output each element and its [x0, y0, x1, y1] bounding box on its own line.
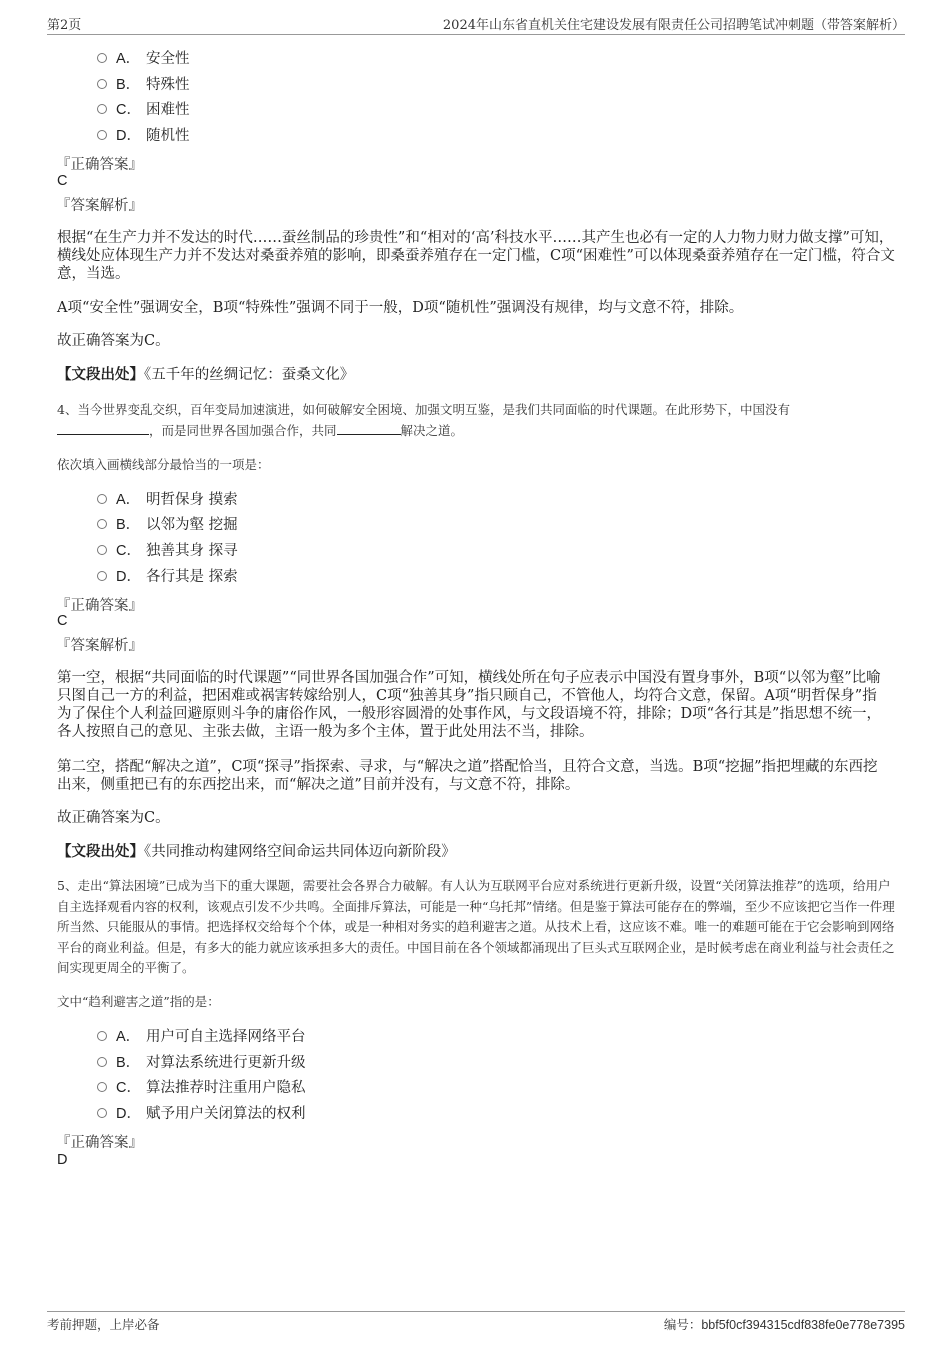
q3-option-a[interactable]: A． 安全性	[97, 49, 190, 69]
radio-icon[interactable]	[97, 130, 107, 140]
q4-blank-2	[337, 422, 401, 435]
radio-icon[interactable]	[97, 1031, 107, 1041]
q5-answer-label: 『正确答案』	[56, 1135, 143, 1151]
q3-option-c[interactable]: C． 困难性	[97, 100, 190, 120]
q3-answer-label: 『正确答案』	[56, 157, 143, 173]
q4-analysis-para-1: 第一空，根据“共同面临的时代课题”“同世界各国加强合作”可知，横线处所在句子应表示中国没有置身事外，B项“以邻为壑”比喻只图自己一方的利益，把困难或祸害转嫁给别人，C项“独善其身”指只顾自己，不管他人，均符合文意，保留。A项“明哲保身”指为了保住个人利益回避原则斗争的庸俗作风，一般形容圆滑的处事作风，与文段语境不符，排除；D项“各行其是”指思想不统一，各人按照自己的意见、主张去做，主语一般为多个主体，置于此处用法不当，排除。	[57, 670, 881, 740]
q5-option-d[interactable]: D． 赋予用户关闭算法的权利	[97, 1104, 306, 1124]
q4-answer-label: 『正确答案』	[56, 598, 143, 614]
q4-option-a[interactable]: A． 明哲保身 摸索	[97, 490, 238, 510]
radio-icon[interactable]	[97, 1057, 107, 1067]
radio-icon[interactable]	[97, 53, 107, 63]
radio-icon[interactable]	[97, 494, 107, 504]
document-code: 编号：bbf5f0cf394315cdf838fe0e778e7395	[663, 1317, 905, 1332]
q3-analysis-para-3: 故正确答案为C。	[57, 333, 170, 349]
q4-answer: C	[57, 613, 68, 629]
q3-analysis-para-2: A项“安全性”强调安全，B项“特殊性”强调不同于一般，D项“随机性”强调没有规律，均与文意不符，排除。	[57, 300, 744, 316]
q3-analysis-para-1: 根据“在生产力并不发达的时代……蚕丝制品的珍贵性”和“相对的‘高’科技水平……其产生也必有一定的人力物力财力做支撑”可知，横线处应体现生产力并不发达对桑蚕养殖的影响，即桑蚕养殖存在一定门槛，C项“困难性”可以体现桑蚕养殖存在一定门槛，符合文意，当选。	[57, 230, 895, 282]
q5-option-b[interactable]: B． 对算法系统进行更新升级	[97, 1053, 306, 1073]
q4-analysis-para-3: 故正确答案为C。	[57, 810, 170, 826]
q5-prompt: 文中“趋利避害之道”指的是：	[57, 994, 220, 1009]
q3-answer: C	[57, 173, 68, 189]
q3-option-d[interactable]: D． 随机性	[97, 126, 190, 146]
q4-analysis-label: 『答案解析』	[56, 638, 143, 654]
page-footer	[47, 1311, 905, 1338]
radio-icon[interactable]	[97, 1082, 107, 1092]
footer-slogan: 考前押题，上岸必备	[47, 1317, 160, 1332]
q4-option-b[interactable]: B． 以邻为壑 挖掘	[97, 515, 238, 535]
radio-icon[interactable]	[97, 79, 107, 89]
radio-icon[interactable]	[97, 519, 107, 529]
page-header	[47, 14, 905, 35]
radio-icon[interactable]	[97, 571, 107, 581]
q4-stem: 4、当今世界变乱交织，百年变局加速演进，如何破解安全困境、加强文明互鉴，是我们共同面临的时代课题。在此形势下，中国没有 ，而是同世界各国加强合作，共同 解决之道。	[57, 402, 790, 438]
radio-icon[interactable]	[97, 545, 107, 555]
q5-answer: D	[57, 1152, 68, 1168]
q4-analysis-para-2: 第二空，搭配“解决之道”，C项“探寻”指探索、寻求，与“解决之道”搭配恰当，且符合文意，当选。B项“挖掘”指把埋藏的东西挖出来，侧重把已有的东西挖出来，而“解决之道”目前并没有，与文意不符，排除。	[57, 759, 878, 793]
q3-analysis-label: 『答案解析』	[56, 198, 143, 214]
radio-icon[interactable]	[97, 104, 107, 114]
q5-option-c[interactable]: C． 算法推荐时注重用户隐私	[97, 1078, 306, 1098]
radio-icon[interactable]	[97, 1108, 107, 1118]
q5-option-a[interactable]: A． 用户可自主选择网络平台	[97, 1027, 306, 1047]
q4-prompt: 依次填入画横线部分最恰当的一项是：	[57, 457, 270, 472]
q5-stem: 5、走出“算法困境”已成为当下的重大课题，需要社会各界合力破解。有人认为互联网平台应对系统进行更新升级，设置“关闭算法推荐”的选项，给用户自主选择观看内容的权利，该观点引发不少共鸣。全面排斥算法，可能是一种“乌托邦”情绪。但是鉴于算法可能存在的弊端，至少不应该把它当作一件理所当然、只能服从的事情。把选择权交给每个个体，或是一种相对务实的趋利避害之道。从技术上看，这应该不难。唯一的难题可能在于它会影响到网络平台的商业利益。但是，有多大的能力就应该承担多大的责任。中国目前在各个领域都涌现出了巨头式互联网企业，是时候考虑在商业利益与社会责任之间实现更周全的平衡了。	[57, 878, 895, 975]
q4-source: 【文段出处】《共同推动构建网络空间命运共同体迈向新阶段》	[57, 843, 456, 860]
q3-option-b[interactable]: B． 特殊性	[97, 75, 190, 95]
page-number: 第2页	[47, 18, 82, 33]
q3-source: 【文段出处】《五千年的丝绸记忆：蚕桑文化》	[57, 366, 355, 383]
document-title: 2024年山东省直机关住宅建设发展有限责任公司招聘笔试冲刺题（带答案解析）	[442, 18, 905, 33]
q4-blank-1	[57, 422, 149, 435]
q4-option-d[interactable]: D． 各行其是 探索	[97, 567, 238, 587]
q4-option-c[interactable]: C． 独善其身 探寻	[97, 541, 238, 561]
